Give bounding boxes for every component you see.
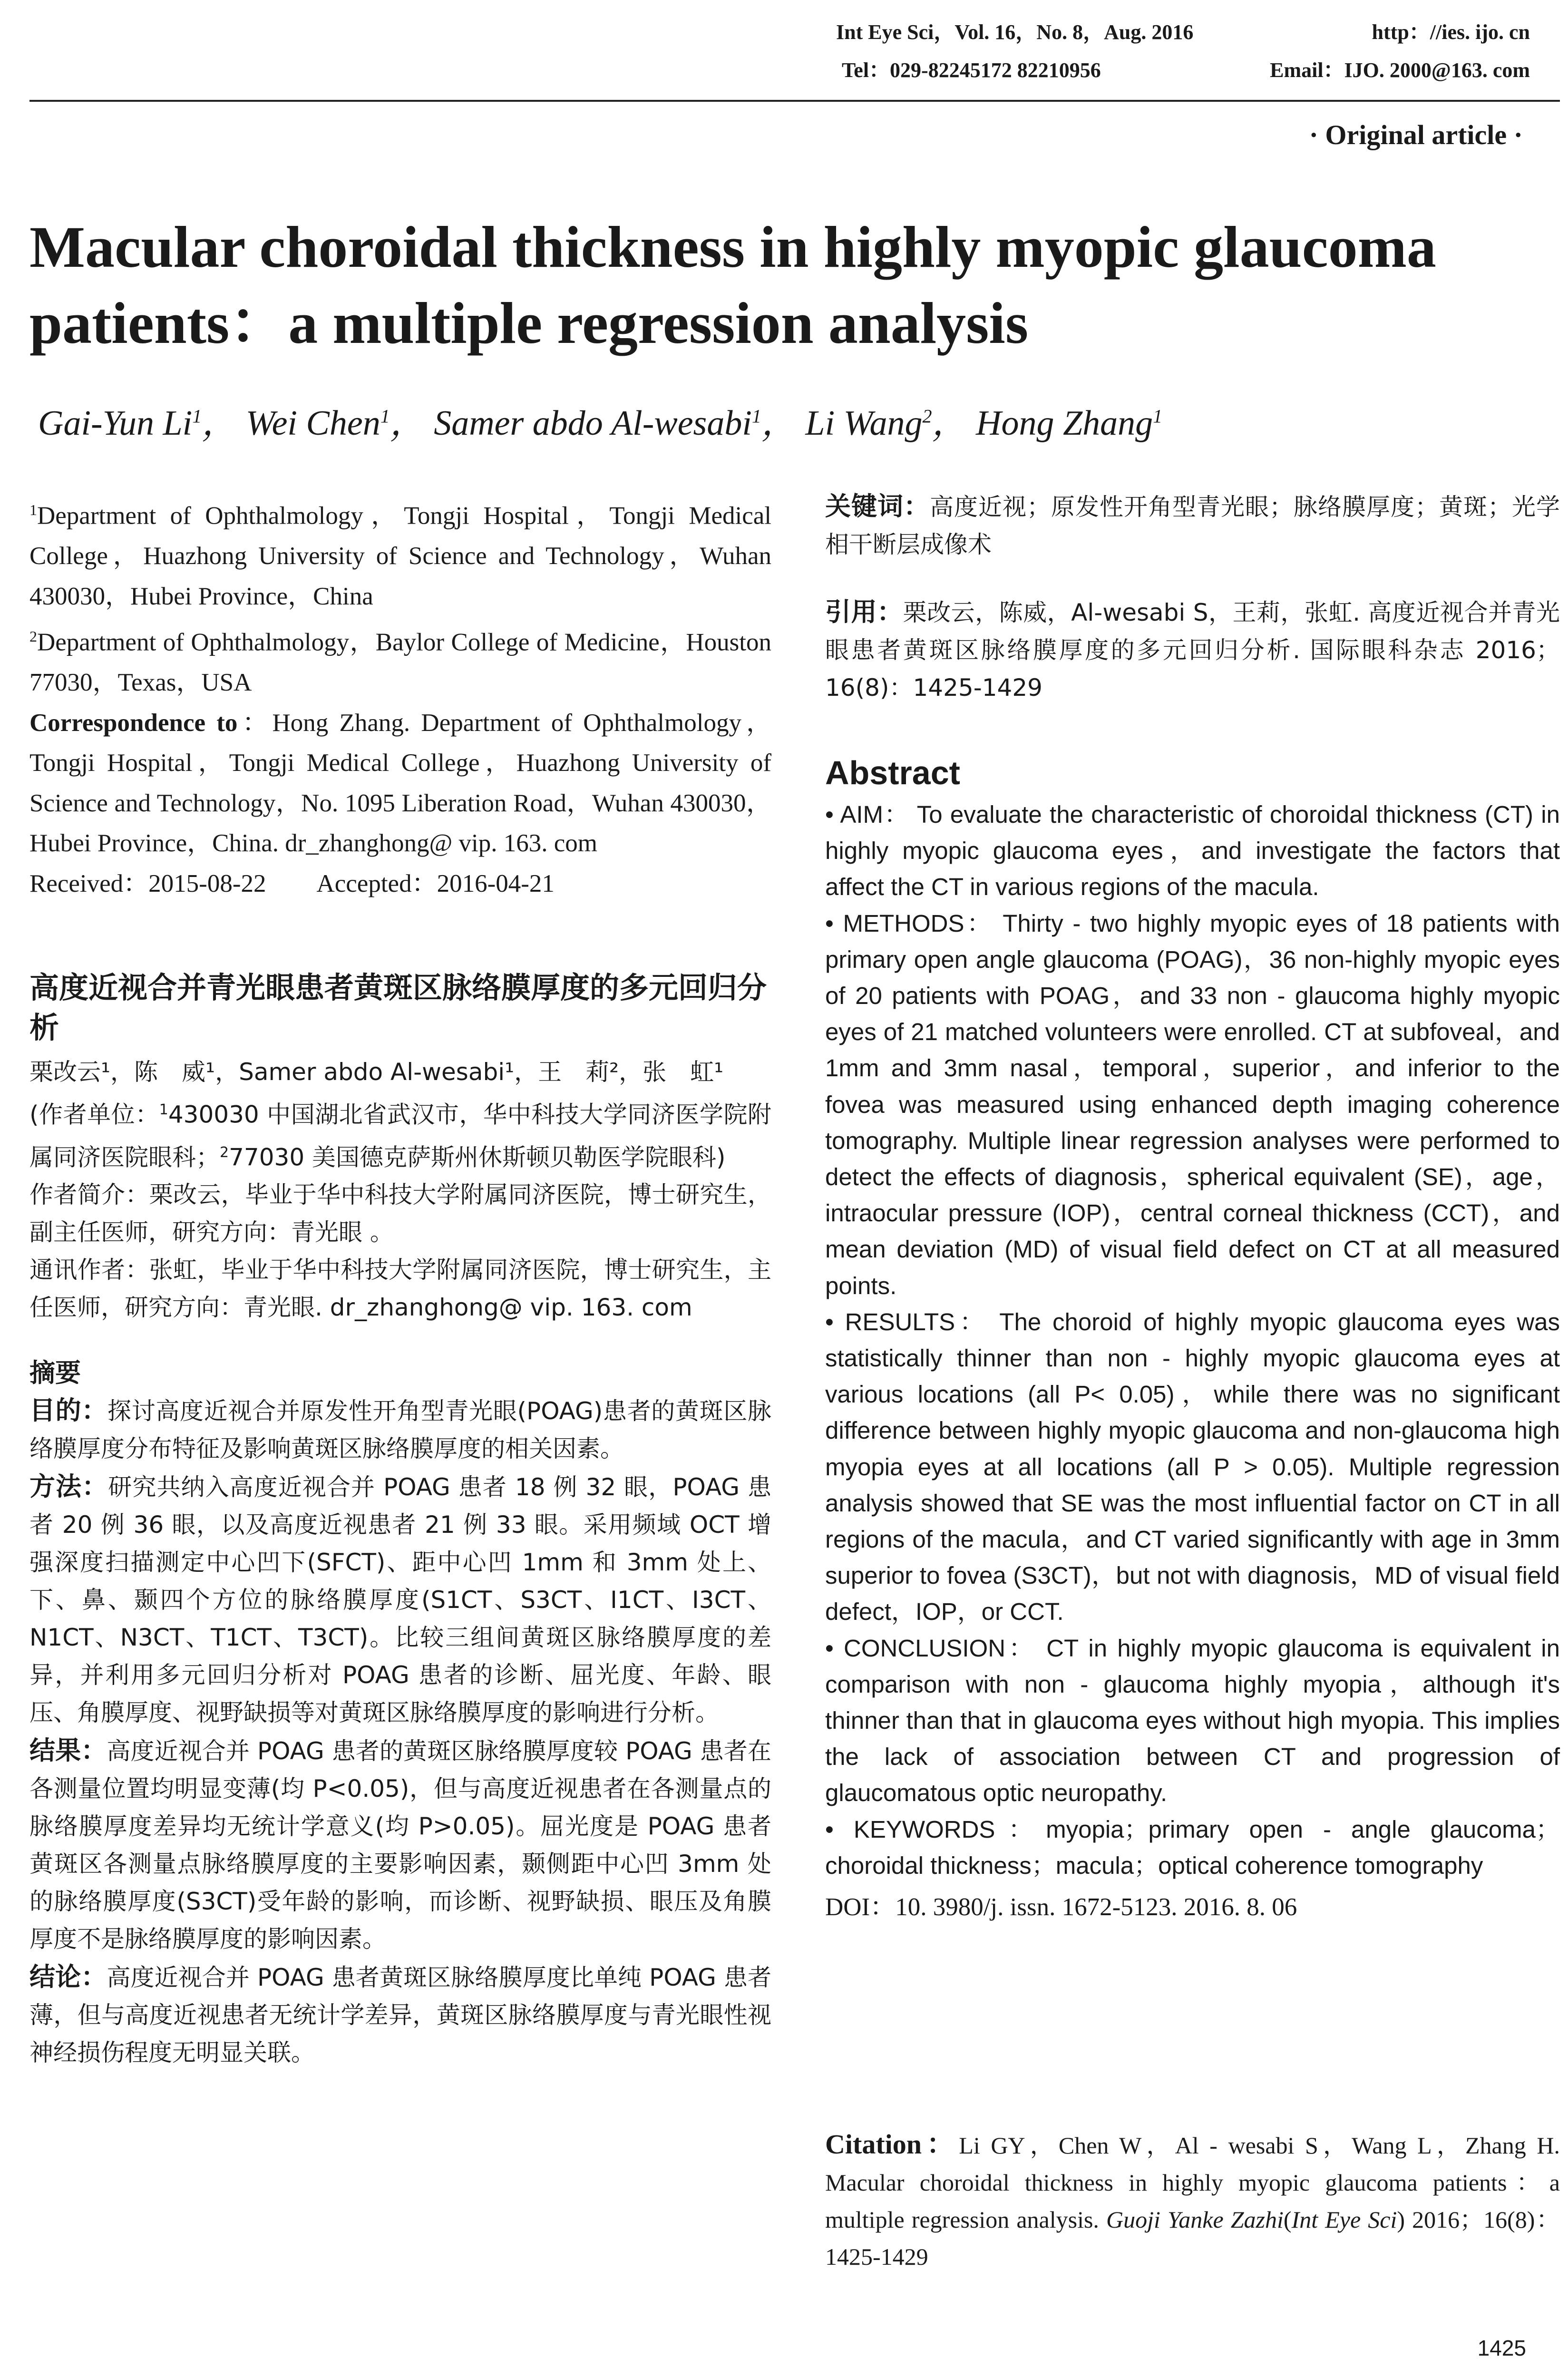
cn-keywords: 关键词：高度近视；原发性开角型青光眼；脉络膜厚度；黄斑；光学相干断层成像术 xyxy=(825,491,1560,558)
dates xyxy=(29,864,771,904)
citation: Citation：Li GY，Chen W，Al - wesabi S，Wang L，Zhang H. Macular choroidal thickness in highly myopic glaucoma patients：a multiple regression analysis. Guoji Yanke Zazhi(Int Eye Sci) 2016；16(8)：1425-1429 xyxy=(825,2129,1560,2270)
cn-conclusion: 结论：高度近视合并 POAG 患者黄斑区脉络膜厚度比单纯 POAG 患者薄，但与高度近视患者无统计学差异，黄斑区脉络膜厚度与青光眼性视神经损伤程度无明显关联。 xyxy=(29,1962,771,2067)
article-type: · Original article · xyxy=(1309,119,1523,150)
author-list xyxy=(38,395,1162,445)
cn-bio: 作者简介：栗改云，毕业于华中科技大学附属同济医院，博士研究生，副主任医师，研究方向：青光眼 。 xyxy=(29,1181,771,1247)
citation-block xyxy=(825,2126,1560,2275)
affiliations-block xyxy=(29,490,771,904)
affiliation-1: $^1$Department of Ophthalmology，Tongji Hospital，Tongji Medical College，Huazhong University of Science and Technology，Wuhan 430030，Hubei Province，China xyxy=(29,501,771,610)
cn-abstract-block xyxy=(29,968,771,2072)
correspondence: Correspondence to：Hong Zhang. Department of Ophthalmology，Tongji Hospital，Tongji Medical College，Huazhong University of Science and Technology，No. 1095 Liberation Road，Wuhan 430030，Hubei Province，China. dr_zhanghong@ vip. 163. com xyxy=(29,709,772,857)
cn-corr: 通讯作者：张虹，毕业于华中科技大学附属同济医院，博士研究生，主任医师，研究方向：青光眼. dr_zhanghong@ vip. 163. com xyxy=(29,1256,771,1322)
journal-info: Int Eye Sci，Vol. 16，No. 8，Aug. 2016 xyxy=(836,20,1194,44)
abstract-aim: • AIM： To evaluate the characteristic of choroidal thickness (CT) in highly myopic glaucoma eyes，and investigate the factors that affect the CT in various regions of the macula. xyxy=(825,801,1560,901)
doi[interactable]: DOI：10. 3980/j. issn. 1672-5123. 2016. 8. 06 xyxy=(825,1893,1297,1921)
author: Li Wang$^2$， xyxy=(805,404,967,443)
cn-cite: 引用：栗改云，陈威，Al-wesabi S，王莉，张虹. 高度近视合并青光眼患者黄斑区脉络膜厚度的多元回归分析. 国际眼科杂志 2016；16(8)：1425-1429 xyxy=(825,597,1560,701)
received-date: Received：2015-08-22 xyxy=(29,869,266,897)
author: Hong Zhang$^1$ xyxy=(976,404,1163,443)
author: Gai-Yun Li$^1$， xyxy=(38,404,237,443)
cn-authors: 栗改云¹，陈 威¹，Samer abdo Al-wesabi¹，王 莉²，张 虹¹ xyxy=(29,1058,724,1086)
title-line-2: patients：a multiple regression analysis xyxy=(29,291,1029,356)
cn-results: 结果：高度近视合并 POAG 患者的黄斑区脉络膜厚度较 POAG 患者在各测量位置均明显变薄(均 P<0.05)，但与高度近视患者在各测量点的脉络膜厚度差异均无统计学意义(均 P>0.05)。屈光度是 POAG 患者黄斑区各测量点脉络膜厚度的主要影响因素，颞侧距中心凹 3mm 处的脉络膜厚度(S3CT)受年龄的影响，而诊断、视野缺损、眼压及角膜厚度不是脉络膜厚度的影响因素。 xyxy=(29,1735,771,1953)
abstract-heading: Abstract xyxy=(825,754,960,791)
journal-url[interactable]: http：//ies. ijo. cn xyxy=(1372,20,1530,44)
citation-label: Citation： xyxy=(825,2129,959,2160)
cn-keywords-cite-block xyxy=(825,487,1560,707)
abstract-keywords: • KEYWORDS：myopia；primary open - angle glaucoma；choroidal thickness；macula；optical coherence tomography xyxy=(825,1815,1560,1879)
correspondence-label: Correspondence to xyxy=(29,709,238,737)
accepted-date: Accepted：2016-04-21 xyxy=(316,869,555,897)
journal-tel: Tel：029-82245172 82210956 xyxy=(842,58,1101,82)
title-line-1: Macular choroidal thickness in highly myopic glaucoma xyxy=(29,214,1436,280)
article-title xyxy=(29,209,1551,361)
cn-abstract-heading: 摘要 xyxy=(29,1358,81,1388)
cn-methods: 方法：研究共纳入高度近视合并 POAG 患者 18 例 32 眼，POAG 患者 20 例 36 眼，以及高度近视患者 21 例 33 眼。采用频域 OCT 增强深度扫描测定中心凹下(SFCT)、距中心凹 1mm 和 3mm 处上、下、鼻、颞四个方位的脉络膜厚度(S1CT、S3CT、I1CT、I3CT、N1CT、N3CT、T1CT、T3CT)。比较三组间黄斑区脉络膜厚度的差异，并利用多元回归分析对 POAG 患者的诊断、屈光度、年龄、眼压、角膜厚度、视野缺损等对黄斑区脉络膜厚度的影响进行分析。 xyxy=(29,1471,771,1727)
author: Samer abdo Al-wesabi$^1$， xyxy=(434,404,797,443)
page-number: 1425 xyxy=(1477,2336,1526,2360)
cn-title: 高度近视合并青光眼患者黄斑区脉络膜厚度的多元回归分析 xyxy=(29,970,767,1045)
affiliation-2: $^2$Department of Ophthalmology，Baylor College of Medicine，Houston 77030，Texas，USA xyxy=(29,628,771,697)
cn-affiliation: (作者单位：$^1$430030 中国湖北省武汉市，华中科技大学同济医学院附属同济医院眼科；$^2$77030 美国德克萨斯州休斯顿贝勒医学院眼科) xyxy=(29,1101,771,1171)
english-abstract xyxy=(825,754,1560,1923)
journal-email[interactable]: Email：IJO. 2000@163. com xyxy=(1270,58,1530,82)
author: Wei Chen$^1$， xyxy=(245,404,425,443)
abstract-conclusion: • CONCLUSION： CT in highly myopic glaucoma is equivalent in comparison with non - glaucoma highly myopia，although it's thinner than that in glaucoma eyes without high myopia. This implies the lack of association between CT and progression of glaucomatous optic neuropathy. xyxy=(825,1634,1560,1807)
cn-aim: 目的：探讨高度近视合并原发性开角型青光眼(POAG)患者的黄斑区脉络膜厚度分布特征及影响黄斑区脉络膜厚度的相关因素。 xyxy=(29,1395,771,1463)
abstract-results: • RESULTS： The choroid of highly myopic glaucoma eyes was statistically thinner than non - highly myopic glaucoma eyes at various locations (all P< 0.05)，while there was no significant difference between highly myopic glaucoma and non-glaucoma high myopia eyes at all locations (all P > 0.05). Multiple regression analysis showed that SE was the most influential factor on CT in all regions of the macula，and CT varied significantly with age in 3mm superior to fovea (S3CT)，but not with diagnosis，MD of visual field defect，IOP，or CCT. xyxy=(825,1308,1560,1626)
abstract-methods: • METHODS： Thirty - two highly myopic eyes of 18 patients with primary open angle glaucoma (POAG)，36 non-highly myopic eyes of 20 patients with POAG，and 33 non - glaucoma highly myopic eyes of 21 matched volunteers were enrolled. CT at subfoveal，and 1mm and 3mm nasal，temporal，superior，and inferior to the fovea was measured using enhanced depth imaging coherence tomography. Multiple linear regression analyses were performed to detect the effects of diagnosis，spherical equivalent (SE)，age，intraocular pressure (IOP)，central corneal thickness (CCT)，and mean deviation (MD) of visual field defect on CT at all measured points. xyxy=(825,909,1560,1299)
header-rule xyxy=(29,100,1560,102)
